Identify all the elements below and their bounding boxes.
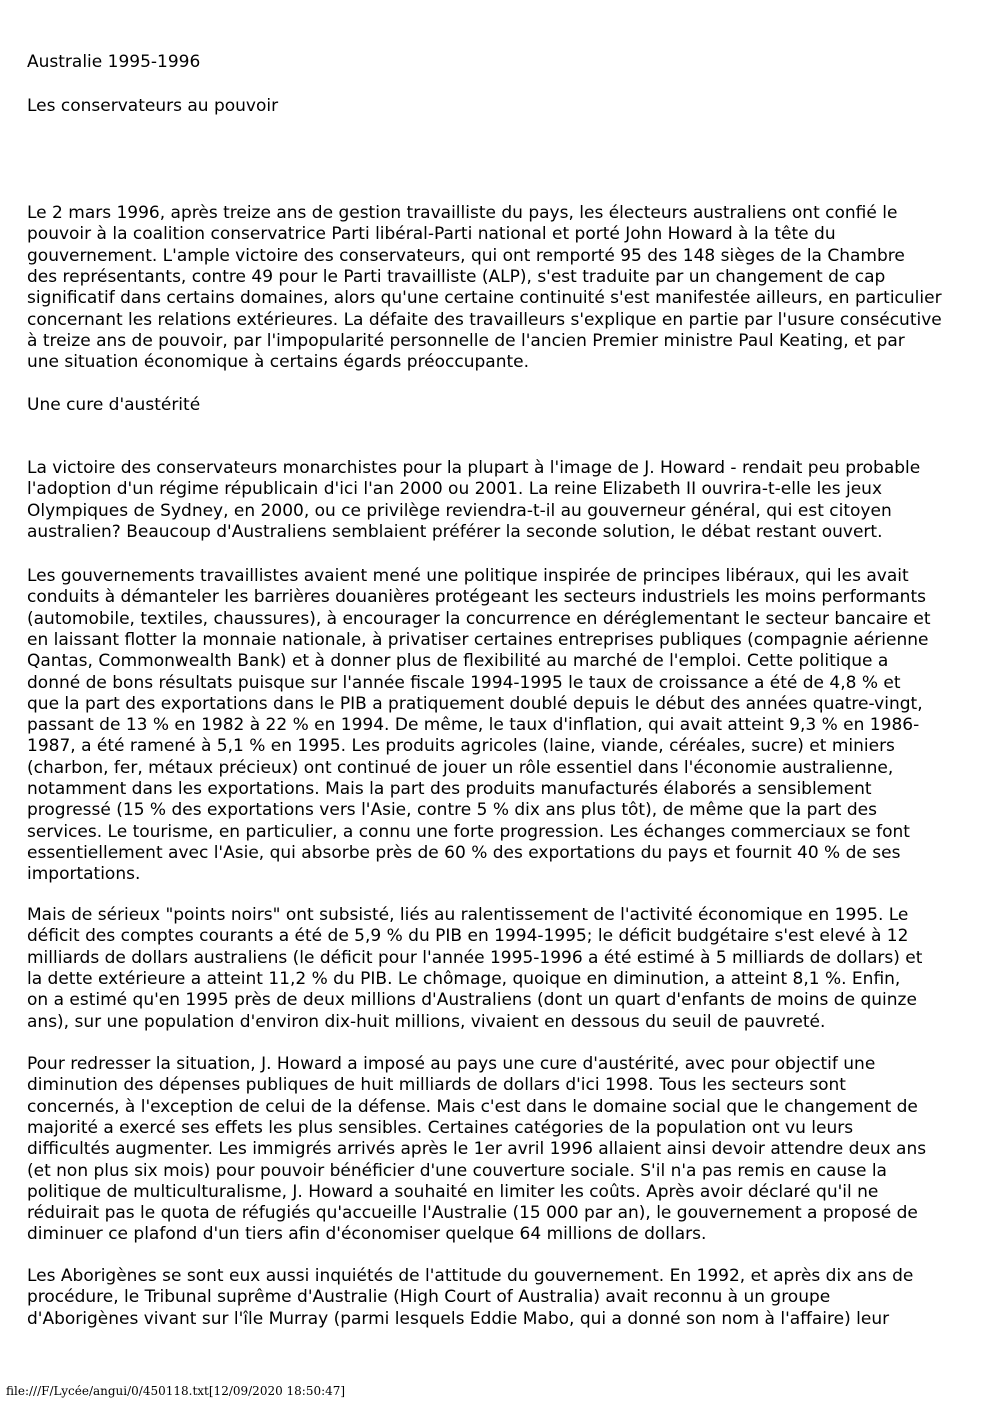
text-line: diminuer ce plafond d'un tiers afin d'économiser quelque 64 millions de dollars. <box>27 1224 707 1245</box>
document-title: Australie 1995-1996 <box>27 52 201 72</box>
text-line: Qantas, Commonwealth Bank) et à donner plus de flexibilité au marché de l'emploi. Cette politique a <box>27 651 889 672</box>
text-line: d'Aborigènes vivant sur l'île Murray (parmi lesquels Eddie Mabo, qui a donné son nom à l'affaire) leur <box>27 1308 890 1329</box>
text-line: passant de 13 % en 1982 à 22 % en 1994. De même, le taux d'inflation, qui avait atteint 9,3 % en 1986- <box>27 715 920 736</box>
text-line: procédure, le Tribunal suprême d'Australie (High Court of Australia) avait reconnu à un groupe <box>27 1287 831 1308</box>
text-line: essentiellement avec l'Asie, qui absorbe près de 60 % des exportations du pays et fournit 40 % de ses <box>27 842 901 863</box>
text-line: la dette extérieure a atteint 11,2 % du PIB. Le chômage, quoique en diminution, a atteint 8,1 %. Enfin, <box>27 968 901 989</box>
text-line: australien? Beaucoup d'Australiens semblaient préférer la seconde solution, le débat restant ouvert. <box>27 521 883 542</box>
text-line: Les Aborigènes se sont eux aussi inquiétés de l'attitude du gouvernement. En 1992, et après dix ans de <box>27 1266 914 1286</box>
text-line: (et non plus six mois) pour pouvoir bénéficier d'une couverture sociale. S'il n'a pas remis en cause la <box>27 1160 887 1181</box>
footer-source: file:///F/Lycée/angui/0/450118.txt[12/09/2020 18:50:47] <box>6 1384 346 1398</box>
text-line: à treize ans de pouvoir, par l'impopularité personnelle de l'ancien Premier ministre Paul Keating, et par <box>27 330 905 351</box>
text-line: notamment dans les exportations. Mais la part des produits manufacturés élaborés a sensiblement <box>27 779 872 799</box>
text-line: Mais de sérieux "points noirs" ont subsisté, liés au ralentissement de l'activité économique en 1995. Le <box>27 905 909 925</box>
text-line: (automobile, textiles, chaussures), à encourager la concurrence en déréglementant le secteur bancaire et <box>27 608 931 629</box>
text-line: ans), sur une population d'environ dix-huit millions, vivaient en dessous du seuil de pauvreté. <box>27 1011 826 1032</box>
text-line: difficultés augmenter. Les immigrés arrivés après le 1er avril 1996 allaient ainsi devoir attendre deux ans <box>27 1139 927 1160</box>
text-line: Une cure d'austérité <box>27 395 201 415</box>
text-line: que la part des exportations dans le PIB a pratiquement doublé depuis le début des années quatre-vingt, <box>27 693 923 714</box>
document-subtitle: Les conservateurs au pouvoir <box>27 96 279 116</box>
text-line: pouvoir à la coalition conservatrice Parti libéral-Parti national et porté John Howard à la tête du <box>27 224 836 245</box>
text-line: Le 2 mars 1996, après treize ans de gestion travailliste du pays, les électeurs australiens ont confié le <box>27 203 898 223</box>
text-line: concernés, à l'exception de celui de la défense. Mais c'est dans le domaine social que le changement de <box>27 1096 918 1117</box>
text-line: significatif dans certains domaines, alors qu'une certaine continuité s'est manifestée ailleurs, en particulier <box>27 288 942 309</box>
text-line: (charbon, fer, métaux précieux) ont continué de jouer un rôle essentiel dans l'économie australienne, <box>27 757 894 778</box>
text-line: réduirait pas le quota de réfugiés qu'accueille l'Australie (15 000 par an), le gouvernement a proposé de <box>27 1203 918 1224</box>
text-line: en laissant flotter la monnaie nationale, à privatiser certaines entreprises publiques (compagnie aérienne <box>27 629 929 650</box>
text-line: donné de bons résultats puisque sur l'année fiscale 1994-1995 le taux de croissance a été de 4,8 % et <box>27 672 901 693</box>
text-line: concernant les relations extérieures. La défaite des travailleurs s'explique en partie par l'usure consécutive <box>27 309 942 330</box>
text-line: progressé (15 % des exportations vers l'Asie, contre 5 % dix ans plus tôt), de même que la part des <box>27 800 877 821</box>
text-line: milliards de dollars australiens (le déficit pour l'année 1995-1996 a été estimé à 5 milliards de dollars) et <box>27 947 923 968</box>
text-line: l'adoption d'un régime républicain d'ici l'an 2000 ou 2001. La reine Elizabeth II ouvrira-t-elle les jeux <box>27 479 883 500</box>
text-line: on a estimé qu'en 1995 près de deux millions d'Australiens (dont un quart d'enfants de moins de quinze <box>27 990 917 1011</box>
text-line: importations. <box>27 864 141 885</box>
text-line: gouvernement. L'ample victoire des conservateurs, qui ont remporté 95 des 148 sièges de la Chambre <box>27 245 905 266</box>
text-line: majorité a exercé ses effets les plus sensibles. Certaines catégories de la population ont vu leurs <box>27 1117 854 1138</box>
text-line: une situation économique à certains égards préoccupante. <box>27 352 530 373</box>
text-line: politique de multiculturalisme, J. Howard a souhaité en limiter les coûts. Après avoir déclaré qu'il ne <box>27 1181 879 1202</box>
text-line: des représentants, contre 49 pour le Parti travailliste (ALP), s'est traduite par un changement de cap <box>27 266 886 287</box>
text-line: diminution des dépenses publiques de huit milliards de dollars d'ici 1998. Tous les secteurs sont <box>27 1075 846 1096</box>
text-line: Olympiques de Sydney, en 2000, ou ce privilège reviendra-t-il au gouverneur général, qui est citoyen <box>27 500 892 521</box>
text-line: conduits à démanteler les barrières douanières protégeant les secteurs industriels les moins performants <box>27 587 926 608</box>
text-line: services. Le tourisme, en particulier, a connu une forte progression. Les échanges commerciaux se font <box>27 821 910 842</box>
text-line: déficit des comptes courants a été de 5,9 % du PIB en 1994-1995; le déficit budgétaire s'est elevé à 12 <box>27 926 909 947</box>
text-line: 1987, a été ramené à 5,1 % en 1995. Les produits agricoles (laine, viande, céréales, sucre) et miniers <box>27 736 895 757</box>
text-line: La victoire des conservateurs monarchistes pour la plupart à l'image de J. Howard - rendait peu probable <box>27 458 921 478</box>
text-line: Pour redresser la situation, J. Howard a imposé au pays une cure d'austérité, avec pour objectif une <box>27 1054 876 1074</box>
text-line: Les gouvernements travaillistes avaient mené une politique inspirée de principes libéraux, qui les avait <box>27 566 909 586</box>
